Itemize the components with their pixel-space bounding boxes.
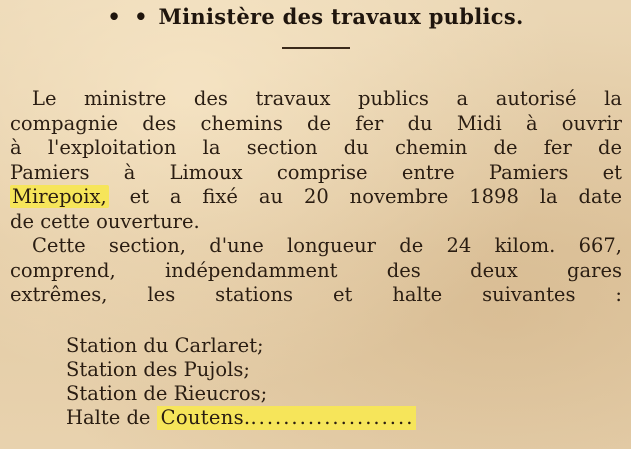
paragraph-line: Cette section, d'une longueur de 24 kilom. 667, (32, 234, 622, 257)
station-item-halte (66, 406, 416, 430)
halte-name: Coutens. (160, 406, 251, 429)
headline-leader: • • (107, 4, 151, 29)
paragraph-line: compagnie des chemins de fer du Midi à ouvrir (10, 111, 622, 135)
station-list (66, 334, 416, 430)
halte-prefix: Halte de (66, 406, 157, 429)
paragraph-line: extrêmes, les stations et halte suivantes : (10, 283, 622, 306)
paragraph-line: comprend, indépendamment des deux gares (10, 258, 622, 282)
paragraph-line: à l'exploitation la section du chemin de fer de (10, 136, 622, 159)
paragraph-section (10, 234, 622, 308)
station-item: Station du Carlaret; (66, 334, 264, 357)
station-item: Station des Pujols; (66, 358, 250, 381)
paragraph-line-rest: et a fixé au 20 novembre 1898 la date (108, 185, 622, 208)
headline (0, 4, 631, 29)
headline-title: Ministère des travaux publics. (158, 4, 524, 29)
highlight-coutens (157, 406, 417, 430)
paragraph-authorization (10, 87, 622, 234)
paragraph-line: de cette ouverture. (10, 209, 200, 233)
paragraph-line: Le ministre des travaux publics a autorisé la (32, 87, 622, 110)
paragraph-line-mirepoix (10, 185, 622, 210)
dot-leader: .................... (250, 406, 415, 429)
headline-rule (282, 47, 350, 49)
paragraph-line: Pamiers à Limoux comprise entre Pamiers et (10, 160, 622, 184)
station-item: Station de Rieucros; (66, 382, 268, 405)
highlight-mirepoix: Mirepoix, (12, 185, 107, 208)
